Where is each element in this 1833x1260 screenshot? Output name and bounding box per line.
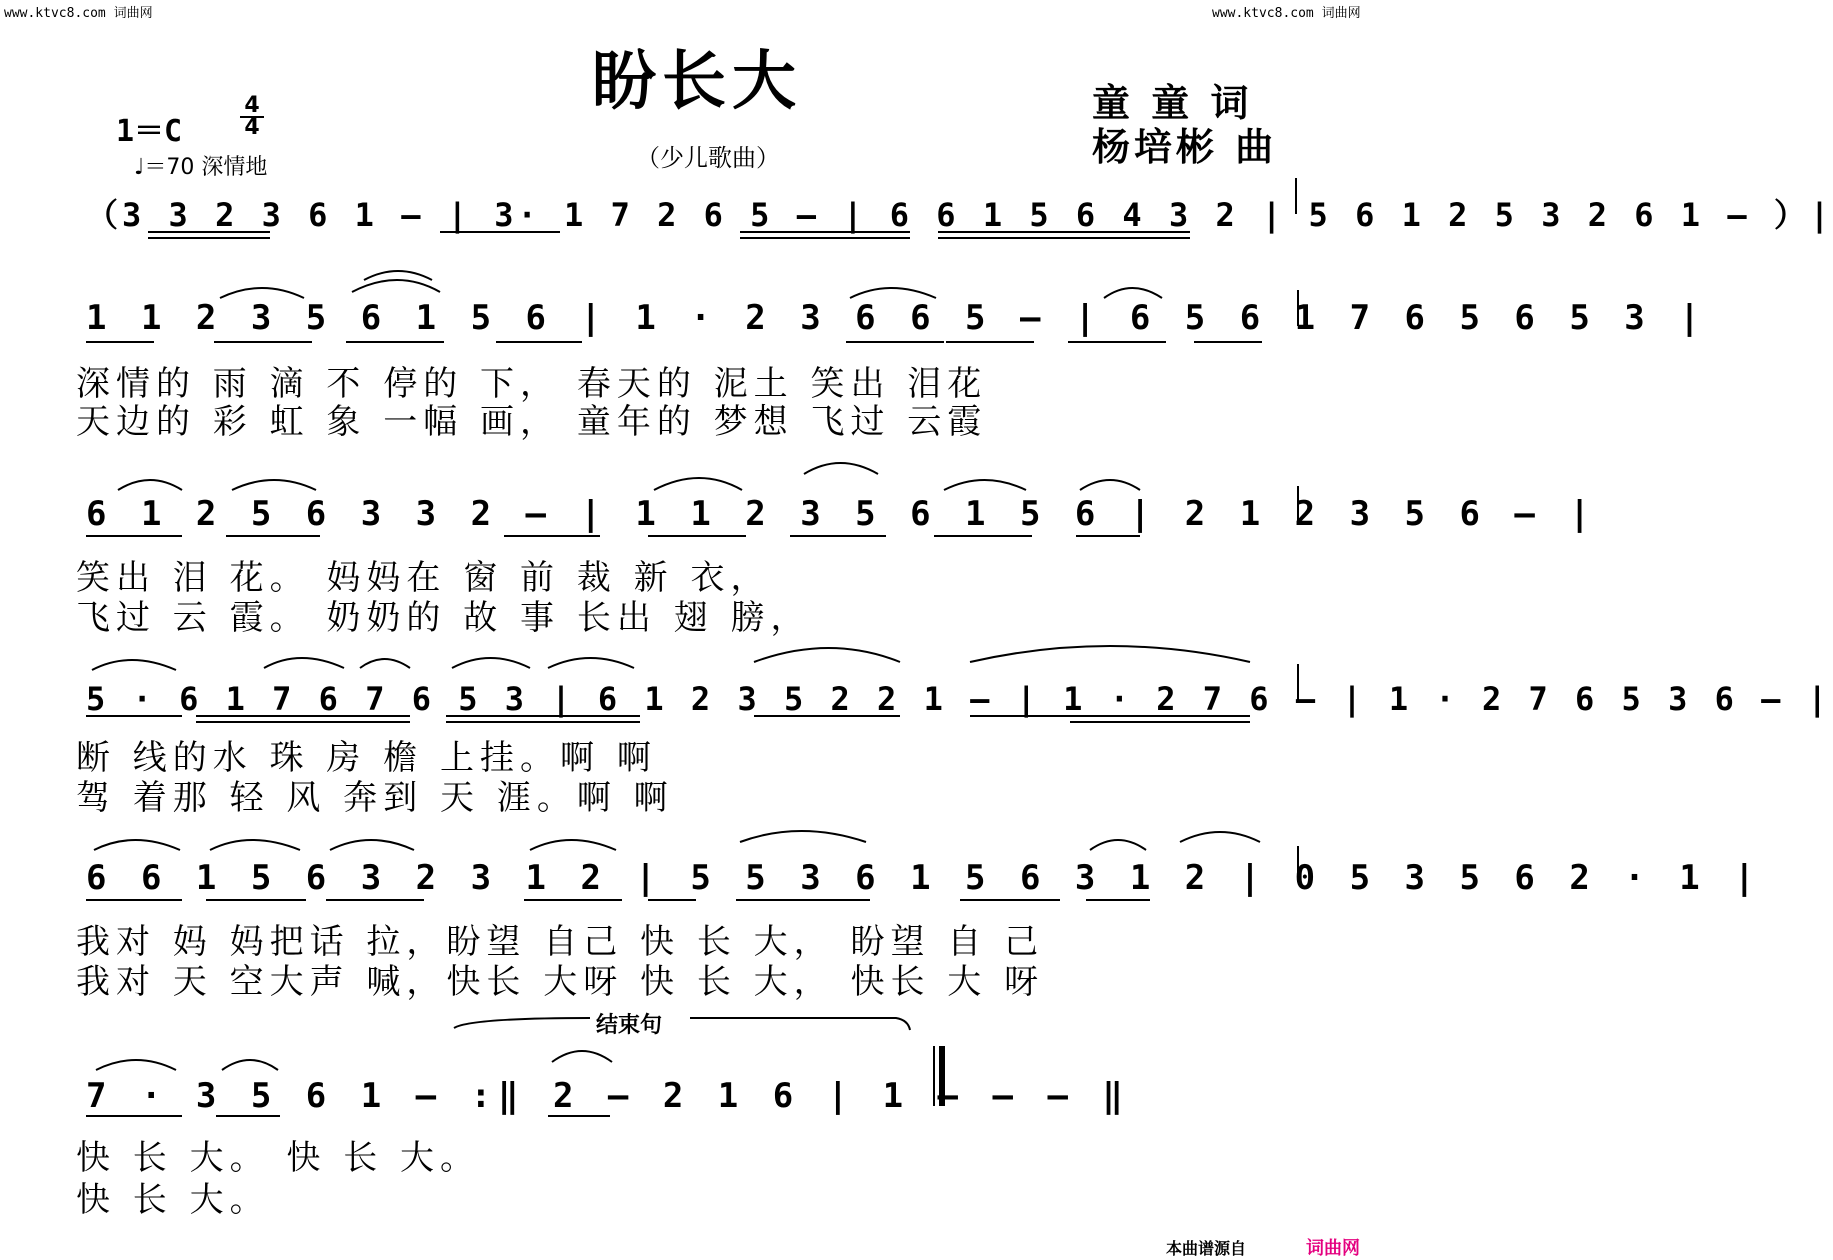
composer-credit: 杨培彬 曲 — [1092, 125, 1278, 169]
system-3-notation: 5 · 6 1 7 6 7 6 5 3 | 6 1 2 3 5 2 2 1 — | 1 · 2 7 6 — | 1 · 2 7 6 5 3 6 — | — [86, 680, 1831, 718]
system-5-lyric-verse-2: 快 长 大。 — [76, 1180, 270, 1220]
lyricist-credit: 童 童 词 — [1092, 81, 1253, 125]
song-title: 盼长大 — [592, 44, 802, 119]
footer-source: 本曲谱源自 — [1166, 1239, 1247, 1258]
system-1-notation: 1 1 2 3 5 6 1 5 6 | 1 · 2 3 6 6 5 — | 6 5 6 1 7 6 5 6 5 3 | — [86, 298, 1707, 338]
key-signature: 1＝C — [116, 114, 183, 149]
watermark-right: www.ktvc8.com 词曲网 — [1212, 6, 1361, 21]
system-1-lyric-verse-1: 深情的 雨 滴 不 停的 下， 春天的 泥土 笑出 泪花 — [76, 364, 988, 404]
system-4-lyric-verse-1: 我对 妈 妈把话 拉，盼望 自己 快 长 大， 盼望 自 己 — [76, 922, 1045, 962]
system-3-lyric-verse-2: 驾 着那 轻 风 奔到 天 涯。啊 啊 — [76, 778, 674, 818]
footer-logo: 词曲网 — [1306, 1238, 1360, 1259]
song-subtitle: （少儿歌曲） — [636, 144, 780, 172]
system-2-notation: 6 1 2 5 6 3 3 2 — | 1 1 2 3 5 6 1 5 6 | 2 1 2 3 5 6 — | — [86, 494, 1597, 534]
system-3-lyric-verse-1: 断 线的水 珠 房 檐 上挂。啊 啊 — [76, 738, 657, 778]
coda-label: 结束句 — [596, 1013, 663, 1038]
system-4-lyric-verse-2: 我对 天 空大声 喊，快长 大呀 快 长 大， 快长 大 呀 — [76, 962, 1045, 1002]
system-5-notation: 7 · 3 5 6 1 — :‖ 2 — 2 1 6 | 1 — — — ‖ — [86, 1076, 1130, 1116]
system-2-lyric-verse-1: 笑出 泪 花。 妈妈在 窗 前 裁 新 衣， — [76, 558, 771, 598]
system-2-lyric-verse-2: 飞过 云 霞。 奶奶的 故 事 长出 翅 膀， — [76, 598, 811, 638]
tempo-marking: ♩＝70 深情地 — [134, 155, 268, 180]
time-signature-bottom: 4 — [240, 116, 264, 138]
time-signature-top: 4 — [244, 93, 260, 118]
system-4-notation: 6 6 1 5 6 3 2 3 1 2 | 5 5 3 6 1 5 6 3 1 2 | 0 5 3 5 6 2 · 1 | — [86, 858, 1762, 898]
intro-notation: （3 3 2 3 6 1 — | 3· 1 7 2 6 5 — | 6 6 1 5 6 4 3 2 | 5 6 1 2 5 3 2 6 1 — ）| — [86, 196, 1833, 234]
system-1-lyric-verse-2: 天边的 彩 虹 象 一幅 画， 童年的 梦想 飞过 云霞 — [76, 402, 988, 442]
system-5-lyric-verse-1: 快 长 大。 快 长 大。 — [76, 1138, 481, 1178]
watermark-left: www.ktvc8.com 词曲网 — [4, 6, 153, 21]
